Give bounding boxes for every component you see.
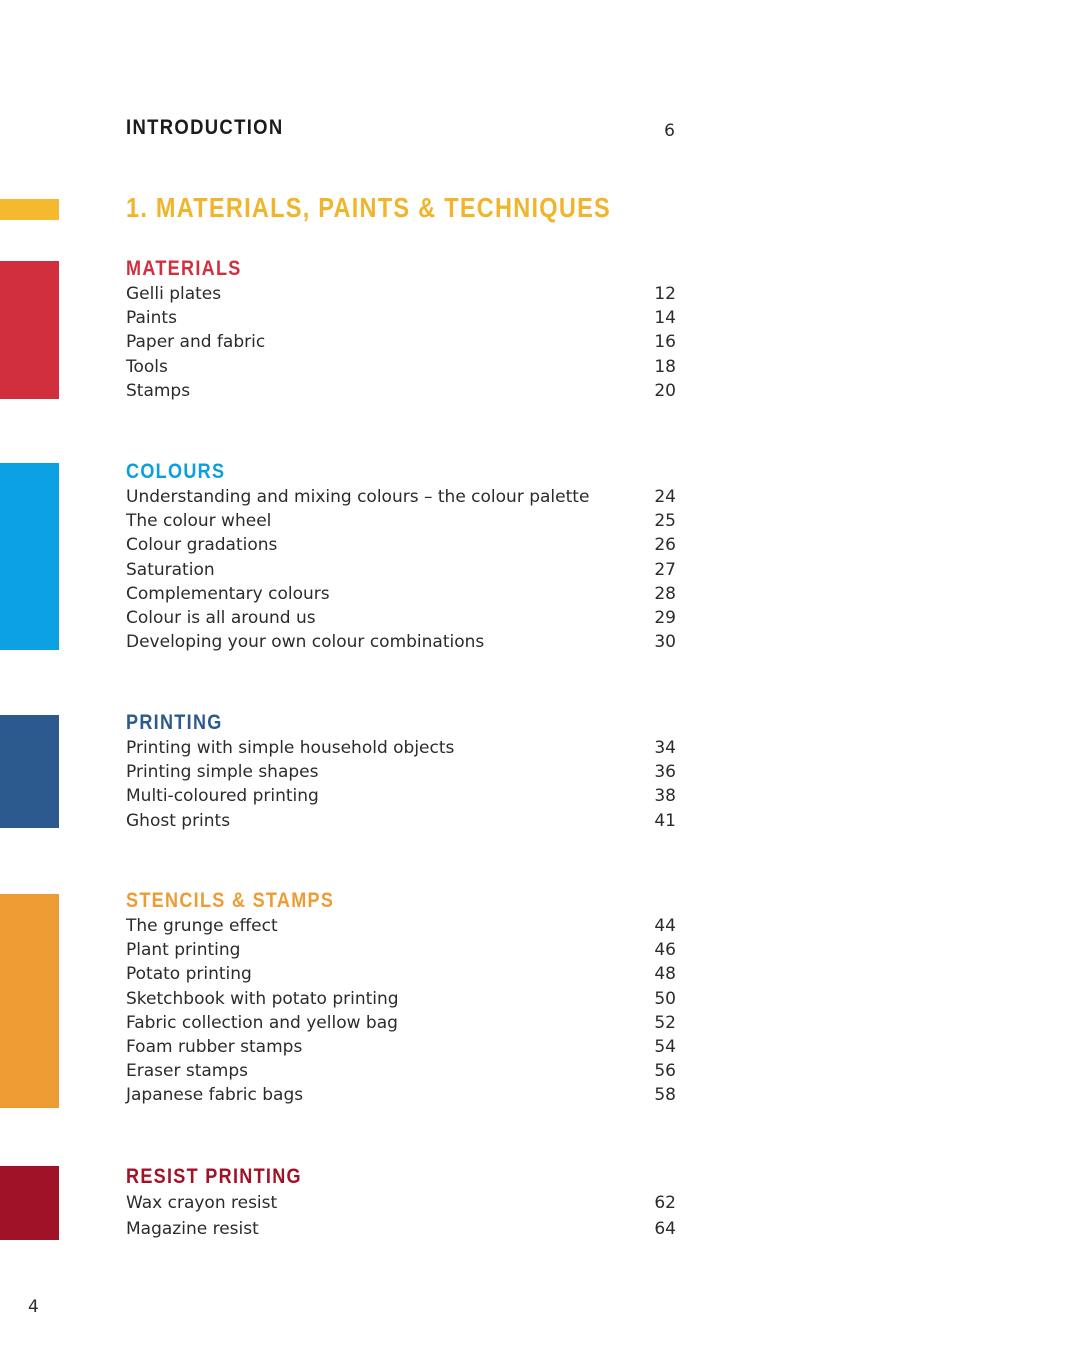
toc-entry-page-number: 58 (654, 1085, 676, 1106)
folio-page-number: 4 (28, 1297, 39, 1317)
printing-color-bar (0, 715, 59, 828)
toc-entry[interactable] (126, 379, 676, 403)
section-colours (126, 459, 676, 654)
toc-entry-page-number: 25 (654, 511, 676, 532)
toc-entry[interactable] (126, 962, 676, 986)
toc-entry-label: Tools (126, 356, 168, 377)
toc-entry-label: Foam rubber stamps (126, 1036, 303, 1057)
chapter-title: 1. MATERIALS, PAINTS & TECHNIQUES (126, 192, 612, 223)
toc-entry-label: Sketchbook with potato printing (126, 988, 399, 1009)
toc-entry-page-number: 16 (654, 332, 676, 353)
toc-entry-page-number: 20 (654, 380, 676, 401)
toc-entry[interactable] (126, 355, 676, 379)
toc-entry-page-number: 50 (654, 988, 676, 1009)
toc-entry-page-number: 62 (654, 1193, 676, 1213)
toc-entry-page-number: 12 (654, 284, 676, 304)
section-materials (126, 256, 676, 403)
toc-entry[interactable] (126, 1083, 676, 1107)
section-heading-materials: MATERIALS (126, 257, 242, 280)
toc-entry[interactable] (126, 1190, 676, 1216)
section-heading-stencils-stamps: STENCILS & STAMPS (126, 889, 335, 912)
toc-entry[interactable] (126, 630, 676, 654)
toc-entry-label: Paints (126, 308, 177, 329)
toc-entry-page-number: 44 (654, 916, 676, 936)
toc-entry-label: The colour wheel (126, 511, 272, 532)
chapter-color-bar (0, 199, 59, 220)
toc-entry[interactable] (126, 306, 676, 330)
toc-entry-label: Plant printing (126, 940, 241, 961)
toc-entry[interactable] (126, 485, 676, 509)
toc-entry-page-number: 18 (654, 356, 676, 377)
toc-entry-page-number: 56 (654, 1061, 676, 1082)
materials-color-bar (0, 261, 59, 399)
toc-entry-label: Magazine resist (126, 1219, 259, 1239)
section-heading-colours: COLOURS (126, 460, 226, 483)
toc-entry-label: Japanese fabric bags (126, 1085, 304, 1106)
toc-entry-page-number: 46 (654, 940, 676, 961)
section-heading-printing: PRINTING (126, 711, 223, 734)
toc-entry[interactable] (126, 558, 676, 582)
toc-entry-label: Complementary colours (126, 583, 330, 604)
toc-entry[interactable] (126, 809, 676, 833)
toc-entry-label: Gelli plates (126, 284, 222, 304)
toc-entry[interactable] (126, 533, 676, 557)
toc-entry-page-number: 24 (654, 487, 676, 507)
toc-entry-label: Wax crayon resist (126, 1193, 278, 1213)
toc-entry-page-number: 52 (654, 1012, 676, 1033)
toc-entry-page-number: 26 (654, 535, 676, 556)
toc-entry-page-number: 64 (654, 1219, 676, 1239)
toc-entry-page-number: 27 (654, 559, 676, 580)
resist-color-bar (0, 1166, 59, 1240)
toc-entry-label: Printing with simple household objects (126, 738, 455, 758)
toc-entry-label: Understanding and mixing colours – the colour palette (126, 487, 590, 507)
toc-entry-page-number: 54 (654, 1036, 676, 1057)
toc-entry[interactable] (126, 938, 676, 962)
toc-entry-page-number: 41 (654, 810, 676, 831)
toc-entry-page-number: 30 (654, 632, 676, 653)
toc-entry[interactable] (126, 582, 676, 606)
toc-entry[interactable] (126, 736, 676, 760)
toc-entry-page-number: 14 (654, 308, 676, 329)
toc-entry[interactable] (126, 282, 676, 306)
toc-entry-label: Stamps (126, 380, 191, 401)
toc-entry[interactable] (126, 784, 676, 808)
toc-entry-label: Saturation (126, 559, 215, 580)
toc-entry-label: Multi-coloured printing (126, 786, 319, 807)
toc-entry-page-number: 48 (654, 964, 676, 985)
section-printing (126, 710, 676, 833)
colours-color-bar (0, 463, 59, 650)
section-stencils-stamps (126, 888, 676, 1108)
toc-entry-page-number: 28 (654, 583, 676, 604)
toc-entry[interactable] (126, 760, 676, 784)
toc-entry-label: Potato printing (126, 964, 252, 985)
toc-entry-label: Paper and fabric (126, 332, 266, 353)
toc-entry[interactable] (126, 1059, 676, 1083)
toc-entry-label: Ghost prints (126, 810, 231, 831)
toc-entry[interactable] (126, 987, 676, 1011)
toc-entry[interactable] (126, 606, 676, 630)
toc-entry-label: Printing simple shapes (126, 762, 319, 783)
introduction-page-number: 6 (664, 121, 675, 141)
toc-entry-page-number: 36 (654, 762, 676, 783)
section-heading-resist-printing: RESIST PRINTING (126, 1165, 302, 1188)
toc-entry[interactable] (126, 914, 676, 938)
toc-entry-page-number: 29 (654, 607, 676, 628)
toc-entry[interactable] (126, 1216, 676, 1242)
toc-entry-label: Colour is all around us (126, 607, 316, 628)
toc-entry-page-number: 34 (654, 738, 676, 758)
toc-entry[interactable] (126, 1011, 676, 1035)
toc-entry-label: The grunge effect (126, 916, 278, 936)
stencils-color-bar (0, 894, 59, 1108)
toc-entry-label: Developing your own colour combinations (126, 632, 485, 653)
toc-entry[interactable] (126, 509, 676, 533)
toc-entry-page-number: 38 (654, 786, 676, 807)
toc-entry-label: Fabric collection and yellow bag (126, 1012, 398, 1033)
toc-entry[interactable] (126, 330, 676, 354)
section-resist-printing (126, 1164, 676, 1242)
toc-entry[interactable] (126, 1035, 676, 1059)
toc-entry-label: Colour gradations (126, 535, 278, 556)
toc-entry-label: Eraser stamps (126, 1061, 249, 1082)
introduction-heading: INTRODUCTION (126, 116, 284, 139)
